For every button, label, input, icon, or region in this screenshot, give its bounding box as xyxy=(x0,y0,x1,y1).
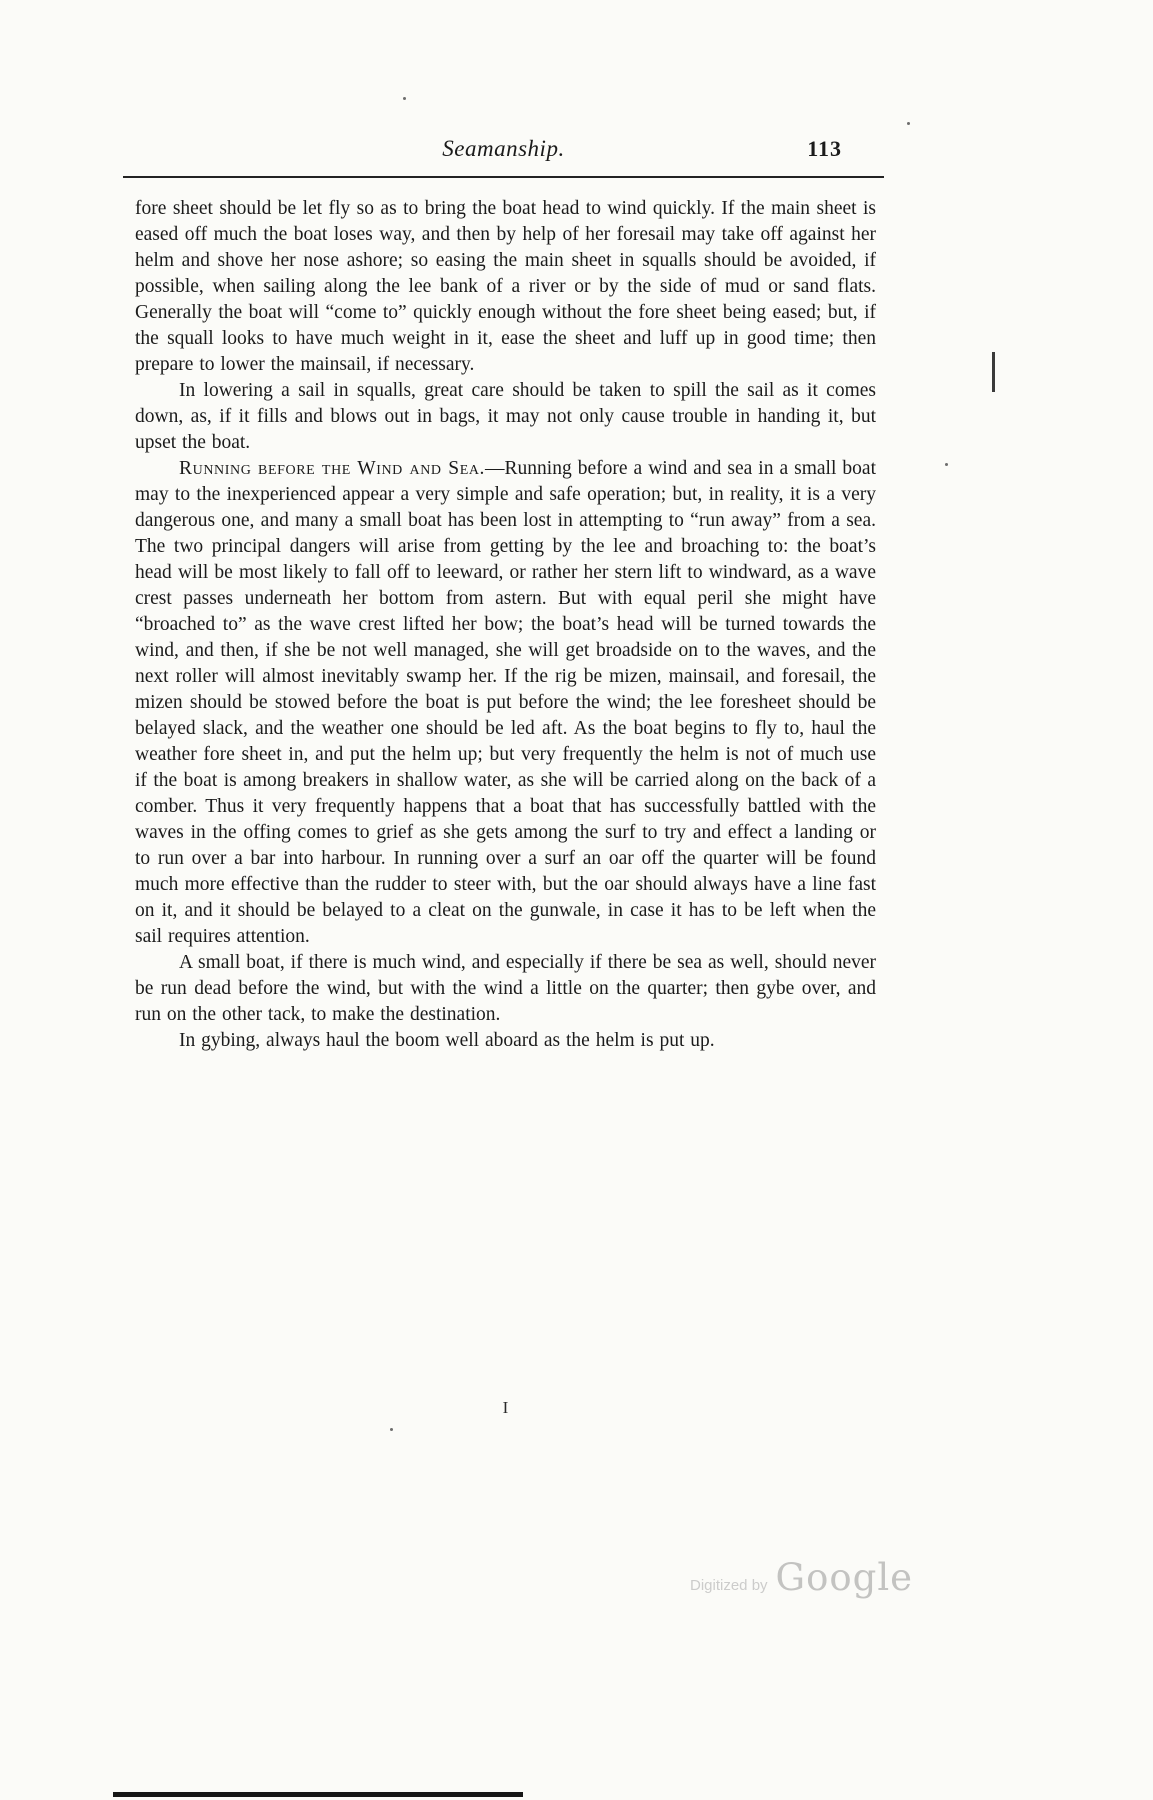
scan-artifact xyxy=(113,1792,523,1797)
page-header xyxy=(123,136,884,170)
scan-speck xyxy=(390,1428,393,1431)
scan-artifact xyxy=(992,352,995,392)
watermark-prefix: Digitized by xyxy=(690,1577,768,1594)
section-heading: Running before the Wind and Sea. xyxy=(179,458,486,479)
paragraph: fore sheet should be let fly so as to bring the boat head to wind quickly. If the main sheet is eased off much the boat loses way, and then by help of her foresail may take off against her helm and shove her nose ashore; so easing the main sheet in squalls should be avoided, if possible, when sailing along the lee bank of a river or by the side of mud or sand flats. Generally the boat will “come to” quickly enough without the fore sheet being eased; but, if the squall looks to have much weight in it, ease the sheet and luff up in good time; then prepare to lower the mainsail, if necessary. xyxy=(135,198,876,375)
scan-speck xyxy=(945,463,948,466)
page-number: 113 xyxy=(807,136,842,161)
signature-mark: I xyxy=(502,1398,509,1417)
paragraph: A small boat, if there is much wind, and especially if there be sea as well, should never be run dead before the wind, but with the wind a little on the quarter; then gybe over, and run on the other tack, to make the destination. xyxy=(135,952,876,1025)
running-title: Seamanship. xyxy=(442,136,565,161)
scan-speck xyxy=(403,97,406,100)
scan-speck xyxy=(907,122,910,125)
paragraph: In gybing, always haul the boom well aboard as the helm is put up. xyxy=(179,1030,715,1051)
google-watermark xyxy=(690,1556,913,1599)
header-rule xyxy=(123,176,884,178)
google-logo: Google xyxy=(775,1556,914,1599)
paragraph: Running before the Wind and Sea.—Running before a wind and sea in a small boat may to the inexperienced appear a very simple and safe operation; but, in reality, it is a very dangerous one, and many a small boat has been lost in attempting to “run away” from a sea. The two principal dangers will arise from getting by the lee and broaching to: the boat’s head will be most likely to fall off to leeward, or rather her stern lift to windward, as a wave crest passes underneath her bottom from astern. But with equal peril she might have “broached to” as the wave crest lifted her bow; the boat’s head will be turned towards the wind, and then, if she be not well managed, she will get broadside on to the waves, and the next roller will almost inevitably swamp her. If the rig be mizen, mainsail, and foresail, the mizen should be stowed before the boat is put before the wind; the lee foresheet should be belayed slack, and the weather one should be led aft. As the boat begins to fly to, haul the weather fore sheet in, and put the helm up; but very frequently the helm is not of much use if the boat is among breakers in shallow water, as she will be carried along on the back of a comber. Thus it very frequently happens that a boat that has successfully battled with the waves in the offing comes to grief as she gets among the surf to try and effect a landing or to run over a bar into harbour. In running over a surf an oar off the quarter will be found much more effective than the rudder to steer with, but the oar should always have a line fast on it, and it should be belayed to a cleat on the gunwale, in case it has to be left when the sail requires attention. xyxy=(135,458,876,947)
page-body xyxy=(135,196,876,1054)
paragraph: In lowering a sail in squalls, great care should be taken to spill the sail as it comes down, as, if it fills and blows out in bags, it may not only cause trouble in handing it, but upset the boat. xyxy=(135,380,876,453)
